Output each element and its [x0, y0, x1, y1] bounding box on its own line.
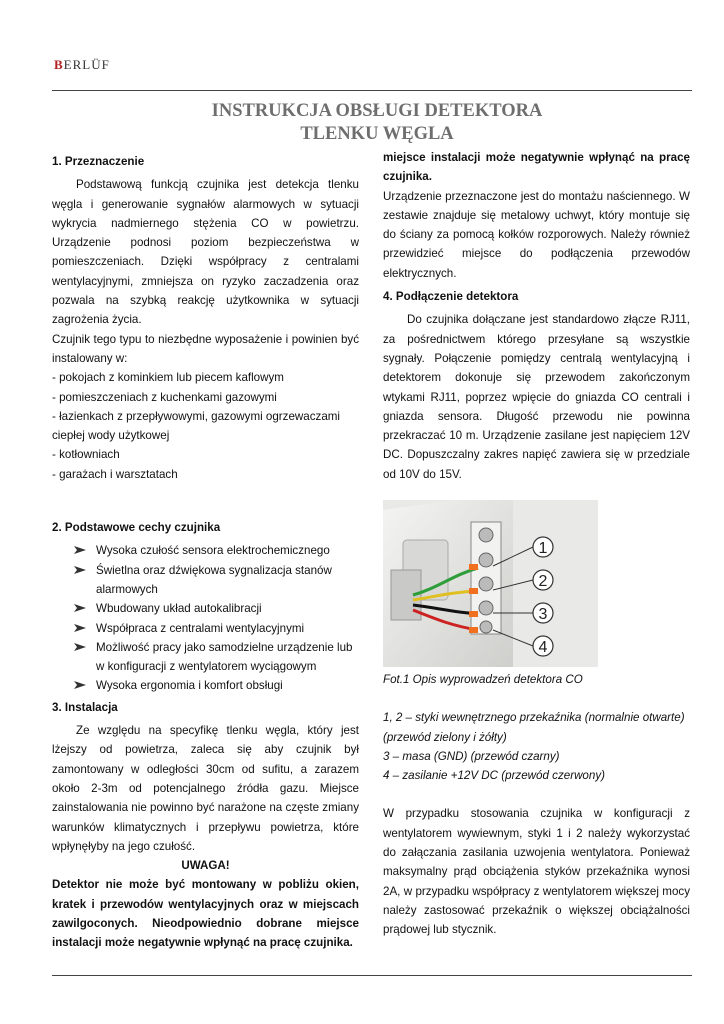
brand-logo [54, 57, 110, 73]
legend-item: 3 – masa (GND) (przewód czarny) [383, 749, 560, 763]
section-4-heading: 4. Podłączenie detektora [383, 290, 519, 304]
legend-item: 4 – zasilanie +12V DC (przewód czerwony) [383, 769, 605, 783]
fan-config-text: W przypadku stosowania czujnika w konfiguracji z wentylatorem wywiewnym, styki 1 i 2 należy wykorzystać do załączania zasilania uzwojenia wentylatora. Ponieważ maksymalny prąd obciążenia styków przekaźnika wynosi 2A, w przypadku współpracy z wentylatorem większej mocy należy zastosować przekaźnik o większej obciążalności prądowej lub stycznik. [383, 807, 690, 937]
section-1-where: Czujnik tego typu to niezbędne wyposażenie i powinien być instalowany w: [52, 332, 359, 365]
photo-caption: Fot.1 Opis wyprowadzeń detektora CO [383, 673, 583, 686]
callout-label-3: 3 [538, 606, 548, 623]
section-4-text: Do czujnika dołączane jest standardowo złącze RJ11, za pośrednictwem którego przesyłane są wszystkie sygnały. Połączenie pomiędzy centralą wentylacyjną i detektorem dokonuje się przewodem zakończonym wtykami RJ11, poprzez wpięcie do gniazda CO centrali i gniazda sensora. Długość przewodu nie powinna przekraczać 10 m. Urządzenie zasilane jest napięciem 12V DC. Dopuszczalny zakres napięć zawiera się w przedziale od 10V do 15V. [383, 313, 690, 481]
footer-rule [52, 975, 692, 976]
list-item: - kotłowniach [52, 448, 120, 462]
feature-item [52, 541, 359, 560]
feature-text: Możliwość pracy jako samodzielne urządzenie lub w konfiguracji z wentylatorem wyciągowym [96, 640, 353, 674]
terminal-illustration [383, 500, 598, 667]
arrow-bullet-icon [74, 565, 86, 575]
arrow-bullet-icon [74, 642, 86, 652]
title-line-1: INSTRUKCJA OBSŁUGI DETEKTORA [211, 101, 543, 121]
section-2-heading: 2. Podstawowe cechy czujnika [52, 521, 221, 535]
feature-text: Współpraca z centralami wentylacyjnymi [96, 621, 305, 635]
feature-text: Świetlna oraz dźwiękowa sygnalizacja stanów alarmowych [96, 563, 332, 596]
left-column [52, 152, 359, 953]
feature-item [52, 599, 359, 618]
features-list [52, 541, 359, 695]
callout-label-2: 2 [538, 573, 548, 590]
warning-text: Detektor nie może być montowany w pobliżu okien, kratek i przewodów wentylacyjnych oraz w miejscach zawilgoconych. Nieodpowiednio dobrane miejsce instalacji może negatywnie wpłynąć na pracę czujnika. [52, 878, 359, 950]
section-1-list [52, 368, 359, 484]
arrow-bullet-icon [74, 680, 86, 690]
mounting-text: Urządzenie przeznaczone jest do montażu naściennego. W zestawie znajduje się metalowy uchwyt, który montuje się do ściany za pomocą kołków rozporowych. Należy również przewidzieć miejsce do podłączenia przewodów elektrycznych. [383, 189, 690, 280]
feature-text: Wbudowany układ autokalibracji [96, 602, 262, 616]
section-1-intro: Podstawową funkcją czujnika jest detekcja tlenku węgla i generowanie sygnałów alarmowych w sytuacji wykrycia nadmiernego stężenia CO w powietrzu. Urządzenie podnosi poziom bezpieczeństwa w pomieszczeniach. Dzięki współpracy z centralami wentylacyjnymi, zmniejsza on ryzyko zaczadzenia oraz pozwala na szybką reakcję użytkownika w sytuacji zagrożenia życia. [52, 178, 359, 327]
header-rule [52, 90, 692, 91]
arrow-bullet-icon [74, 545, 86, 555]
feature-text: Wysoka ergonomia i komfort obsługi [96, 679, 283, 693]
callout-label-1: 1 [538, 540, 548, 557]
wiring-legend [383, 708, 690, 785]
arrow-bullet-icon [74, 603, 86, 613]
list-item: - pokojach z kominkiem lub piecem kaflowym [52, 371, 284, 385]
feature-item [52, 561, 359, 600]
feature-text: Wysoka czułość sensora elektrochemicznego [96, 544, 330, 558]
section-3-text: Ze względu na specyfikę tlenku węgla, który jest lżejszy od powietrza, zaleca się aby czujnik był zamontowany w odległości 30cm od sufitu, a zarazem około 2-3m od potencjalnego źródła gazu. Miejsce zainstalowania nie powinno być narażone na częste zmiany warunków klimatycznych i przepływu powietrza, które wpłynęłyby na jego czułość. [52, 724, 359, 853]
logo-initial: B [54, 57, 64, 72]
section-1-heading: 1. Przeznaczenie [52, 155, 145, 168]
feature-item [52, 676, 359, 695]
arrow-bullet-icon [74, 623, 86, 633]
title-line-2: TLENKU WĘGLA [300, 124, 454, 144]
section-3-heading: 3. Instalacja [52, 700, 118, 714]
document-title [52, 100, 702, 146]
list-item: - garażach i warsztatach [52, 467, 178, 481]
list-item: - pomieszczeniach z kuchenkami gazowymi [52, 390, 277, 404]
logo-text: ERLÜF [63, 57, 110, 72]
feature-item [52, 638, 359, 677]
list-item: - łazienkach z przepływowymi, gazowymi ogrzewaczami ciepłej wody użytkowej [52, 409, 341, 443]
legend-item: 1, 2 – styki wewnętrznego przekaźnika (normalnie otwarte) (przewód zielony i żółty) [383, 711, 685, 744]
warning-continuation: miejsce instalacji może negatywnie wpłynąć na pracę czujnika. [383, 151, 690, 184]
right-column [383, 148, 690, 484]
callout-label-4: 4 [538, 639, 548, 656]
right-column-lower [383, 670, 690, 940]
warning-title: UWAGA! [181, 859, 230, 873]
detector-terminal-photo [383, 500, 598, 667]
feature-item [52, 619, 359, 638]
